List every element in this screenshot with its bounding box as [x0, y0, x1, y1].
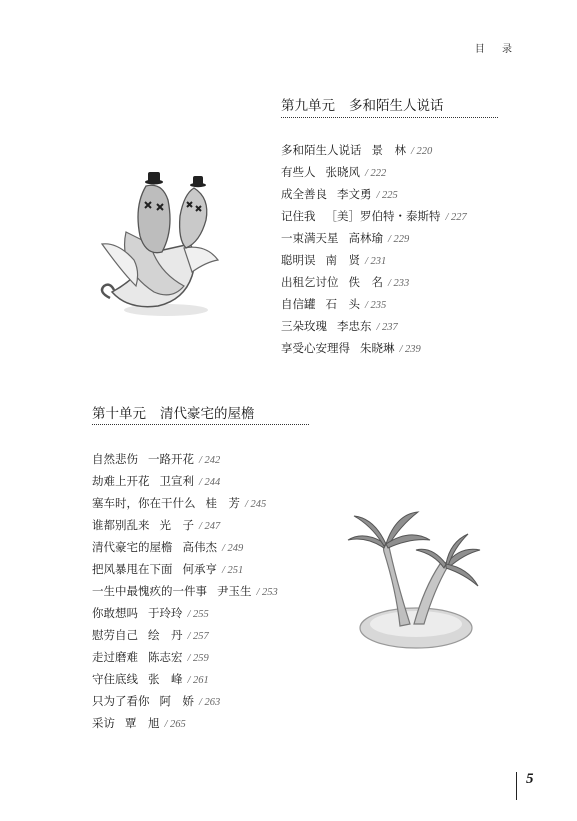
toc-entry: [92, 536, 278, 558]
toc-entry-title: 守住底线: [92, 672, 138, 686]
toc-entry: [281, 205, 467, 227]
unit-9-entry-list: [281, 139, 467, 359]
toc-entry-author: 桂 芳: [205, 496, 240, 510]
toc-entry-page: / 247: [199, 521, 220, 532]
toc-entry-author: 何承亨: [182, 562, 217, 576]
toc-entry-page: / 249: [222, 543, 243, 554]
toc-entry-author: 张 峰: [148, 672, 183, 686]
toc-entry: [281, 139, 467, 161]
toc-entry-author: 石 头: [325, 297, 360, 311]
toc-entry-title: 一生中最愧疚的一件事: [92, 584, 207, 598]
toc-entry-author: 高林瑜: [348, 231, 383, 245]
toc-entry-page: / 244: [199, 477, 220, 488]
toc-entry-title: 自然悲伤: [92, 452, 138, 466]
unit-10-title: 清代豪宅的屋檐: [160, 406, 255, 422]
toc-entry-title: 劫难上开花: [92, 474, 150, 488]
toc-entry-title: 记住我: [281, 209, 316, 223]
toc-entry: [92, 492, 278, 514]
toc-entry-page: / 265: [165, 719, 186, 730]
toc-entry-title: 清代豪宅的屋檐: [92, 540, 173, 554]
toc-entry-title: 你敢想吗: [92, 606, 138, 620]
toc-entry-title: 谁都别乱来: [92, 518, 150, 532]
toc-entry-page: / 253: [257, 587, 278, 598]
toc-entry: [92, 690, 278, 712]
toc-entry-title: 把风暴甩在下面: [92, 562, 173, 576]
toc-entry: [281, 249, 467, 271]
toc-entry: [281, 293, 467, 315]
toc-entry-author: 张晓风: [325, 165, 360, 179]
toc-entry: [281, 227, 467, 249]
toc-entry-author: 绘 丹: [148, 628, 183, 642]
toc-entry-author: 尹玉生: [217, 584, 252, 598]
unit-9-dotted-rule: [281, 117, 498, 118]
toc-entry-title: 聪明误: [281, 253, 316, 267]
toc-entry-page: / 259: [188, 653, 209, 664]
toc-entry-page: / 242: [199, 455, 220, 466]
toc-entry-title: 只为了看你: [92, 694, 150, 708]
toc-entry-title: 有些人: [281, 165, 316, 179]
toc-entry-page: / 245: [245, 499, 266, 510]
toc-entry: [92, 514, 278, 536]
unit-9-title: 多和陌生人说话: [349, 98, 444, 114]
toc-entry-page: / 222: [365, 168, 386, 179]
toc-entry-author: 陈志宏: [148, 650, 183, 664]
toc-entry: [92, 448, 278, 470]
toc-entry: [281, 183, 467, 205]
toc-entry-page: / 257: [188, 631, 209, 642]
unit-10-number: 第十单元: [92, 406, 146, 422]
toc-entry-author: 景 林: [371, 143, 406, 157]
toc-entry-author: 李忠东: [337, 319, 372, 333]
toc-entry: [92, 668, 278, 690]
toc-entry-author: 于玲玲: [148, 606, 183, 620]
toc-entry-author: 阿 娇: [159, 694, 194, 708]
toc-entry: [92, 602, 278, 624]
toc-entry-title: 一束满天星: [281, 231, 339, 245]
toc-entry-title: 享受心安理得: [281, 341, 350, 355]
banana-cartoon-illustration: [88, 160, 238, 320]
toc-entry-page: / 233: [388, 278, 409, 289]
toc-entry: [281, 161, 467, 183]
toc-entry-author: 李文勇: [337, 187, 372, 201]
toc-entry-title: 三朵玫瑰: [281, 319, 327, 333]
toc-entry-page: / 225: [377, 190, 398, 201]
toc-entry-author: 朱晓琳: [360, 341, 395, 355]
unit-10-heading: [92, 402, 255, 422]
toc-entry-page: / 229: [388, 234, 409, 245]
toc-entry: [92, 470, 278, 492]
toc-entry-title: 慰劳自己: [92, 628, 138, 642]
toc-entry: [92, 558, 278, 580]
toc-entry-title: 多和陌生人说话: [281, 143, 362, 157]
toc-entry-title: 走过磨难: [92, 650, 138, 664]
toc-entry-author: 覃 旭: [125, 716, 160, 730]
toc-entry-author: 佚 名: [348, 275, 383, 289]
toc-entry: [281, 271, 467, 293]
toc-entry-page: / 251: [222, 565, 243, 576]
toc-entry-page: / 263: [199, 697, 220, 708]
toc-entry-title: 采访: [92, 716, 115, 730]
unit-9-heading: [281, 94, 444, 114]
unit-10-dotted-rule: [92, 424, 309, 425]
toc-entry: [281, 337, 467, 359]
toc-entry-page: / 235: [365, 300, 386, 311]
toc-entry-author: 高伟杰: [182, 540, 217, 554]
toc-entry-page: / 231: [365, 256, 386, 267]
toc-entry-author: 南 贤: [325, 253, 360, 267]
unit-9-number: 第九单元: [281, 98, 335, 114]
toc-entry-author: ［美］罗伯特・泰斯特: [325, 209, 441, 223]
toc-entry-title: 成全善良: [281, 187, 327, 201]
palm-island-illustration: [340, 490, 490, 660]
toc-entry-author: 光 子: [159, 518, 194, 532]
page-number-rule: [516, 772, 517, 800]
toc-entry: [92, 580, 278, 602]
toc-entry-page: / 220: [411, 146, 432, 157]
toc-entry: [92, 646, 278, 668]
toc-entry: [92, 712, 278, 734]
toc-entry-page: / 239: [400, 344, 421, 355]
toc-entry-page: / 227: [446, 212, 467, 223]
toc-entry: [92, 624, 278, 646]
toc-entry-page: / 237: [377, 322, 398, 333]
toc-entry-author: 卫宣利: [159, 474, 194, 488]
toc-entry-title: 塞车时，你在干什么: [92, 496, 196, 510]
toc-entry-page: / 255: [188, 609, 209, 620]
toc-entry: [281, 315, 467, 337]
toc-entry-page: / 261: [188, 675, 209, 686]
page-number: 5: [526, 771, 534, 787]
toc-entry-title: 自信罐: [281, 297, 316, 311]
toc-entry-author: 一路开花: [148, 452, 194, 466]
toc-entry-title: 出租乞讨位: [281, 275, 339, 289]
unit-10-entry-list: [92, 448, 278, 734]
running-head: 目 录: [474, 44, 519, 55]
